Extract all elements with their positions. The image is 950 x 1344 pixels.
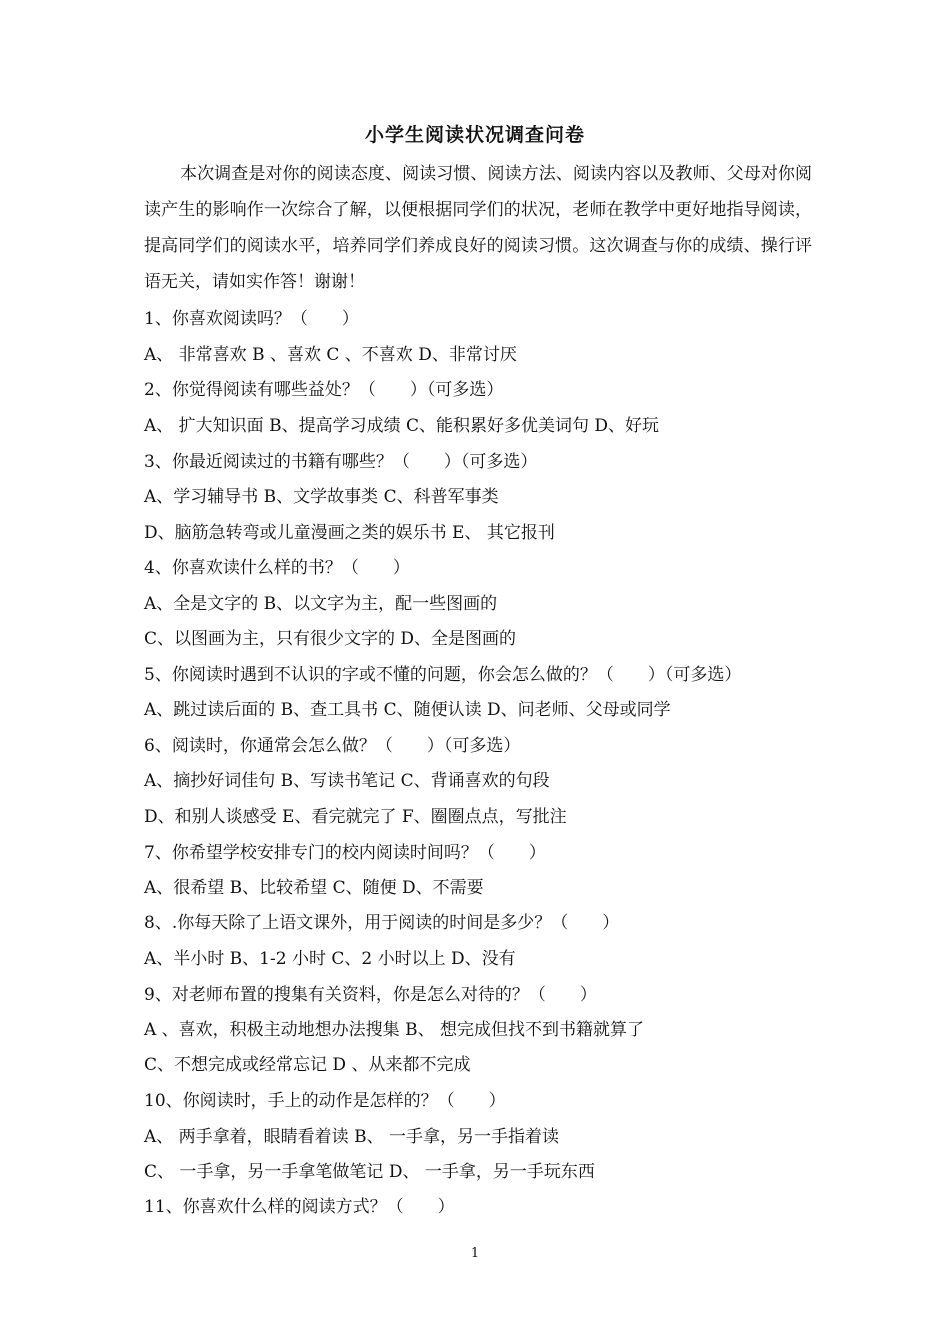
question-5-options: A、跳过读后面的 B、查工具书 C、随便认读 D、问老师、父母或同学 (144, 700, 671, 720)
question-8: 8、.你每天除了上语文课外，用于阅读的时间是多少？（ ） (144, 913, 620, 933)
question-10-options-line-2: C、 一手拿，另一手拿笔做笔记 D、 一手拿，另一手玩东西 (144, 1162, 595, 1182)
question-10-options-line-1: A、 两手拿着，眼睛看着读 B、 一手拿，另一手指着读 (144, 1127, 559, 1147)
question-3: 3、你最近阅读过的书籍有哪些？（ ）（可多选） (144, 452, 538, 472)
question-2: 2、你觉得阅读有哪些益处？（ ）（可多选） (144, 380, 504, 400)
page-number: 1 (470, 1246, 480, 1261)
question-11: 11、你喜欢什么样的阅读方式？（ ） (144, 1197, 455, 1217)
question-7: 7、你希望学校安排专门的校内阅读时间吗？（ ） (144, 843, 546, 863)
question-5: 5、你阅读时遇到不认识的字或不懂的问题，你会怎么做的？（ ）（可多选） (144, 665, 742, 685)
question-2-options: A、 扩大知识面 B、提高学习成绩 C、能积累好多优美词句 D、好玩 (144, 416, 660, 436)
question-4-options-line-2: C、以图画为主，只有很少文字的 D、全是图画的 (144, 629, 517, 649)
intro-paragraph: 本次调查是对你的阅读态度、阅读习惯、阅读方法、阅读内容以及教师、父母对你阅读产生的影响作一次综合了解，以便根据同学们的状况，老师在教学中更好地指导阅读，提高同学们的阅读水平，培养同学们养成良好的阅读习惯。这次调查与你的成绩、操行评语无关，请如实作答！谢谢！ (144, 164, 812, 292)
question-4-options-line-1: A、全是文字的 B、以文字为主，配一些图画的 (144, 594, 498, 614)
question-4: 4、你喜欢读什么样的书？（ ） (144, 558, 410, 578)
question-9-options-line-2: C、不想完成或经常忘记 D 、从来都不完成 (144, 1055, 471, 1075)
question-1: 1、你喜欢阅读吗？（ ） (144, 309, 359, 329)
question-8-options: A、半小时 B、1-2 小时 C、2 小时以上 D、没有 (144, 949, 516, 969)
question-7-options: A、很希望 B、比较希望 C、随便 D、不需要 (144, 878, 484, 898)
question-3-options-line-2: D、脑筋急转弯或儿童漫画之类的娱乐书 E、 其它报刊 (144, 523, 555, 543)
question-10: 10、你阅读时，手上的动作是怎样的？（ ） (144, 1091, 506, 1111)
document-title: 小学生阅读状况调查问卷 (364, 124, 585, 146)
question-6-options-line-1: A、摘抄好词佳句 B、写读书笔记 C、背诵喜欢的句段 (144, 771, 550, 791)
question-6: 6、阅读时，你通常会怎么做？（ ）（可多选） (144, 736, 521, 756)
question-9: 9、对老师布置的搜集有关资料，你是怎么对待的？（ ） (144, 985, 597, 1005)
question-6-options-line-2: D、和别人谈感受 E、看完就完了 F、圈圈点点，写批注 (144, 807, 567, 827)
question-1-options: A、 非常喜欢 B 、喜欢 C 、不喜欢 D、非常讨厌 (144, 345, 517, 365)
question-9-options-line-1: A 、喜欢，积极主动地想办法搜集 B、 想完成但找不到书籍就算了 (144, 1020, 644, 1040)
question-3-options-line-1: A、学习辅导书 B、文学故事类 C、科普军事类 (144, 487, 499, 507)
